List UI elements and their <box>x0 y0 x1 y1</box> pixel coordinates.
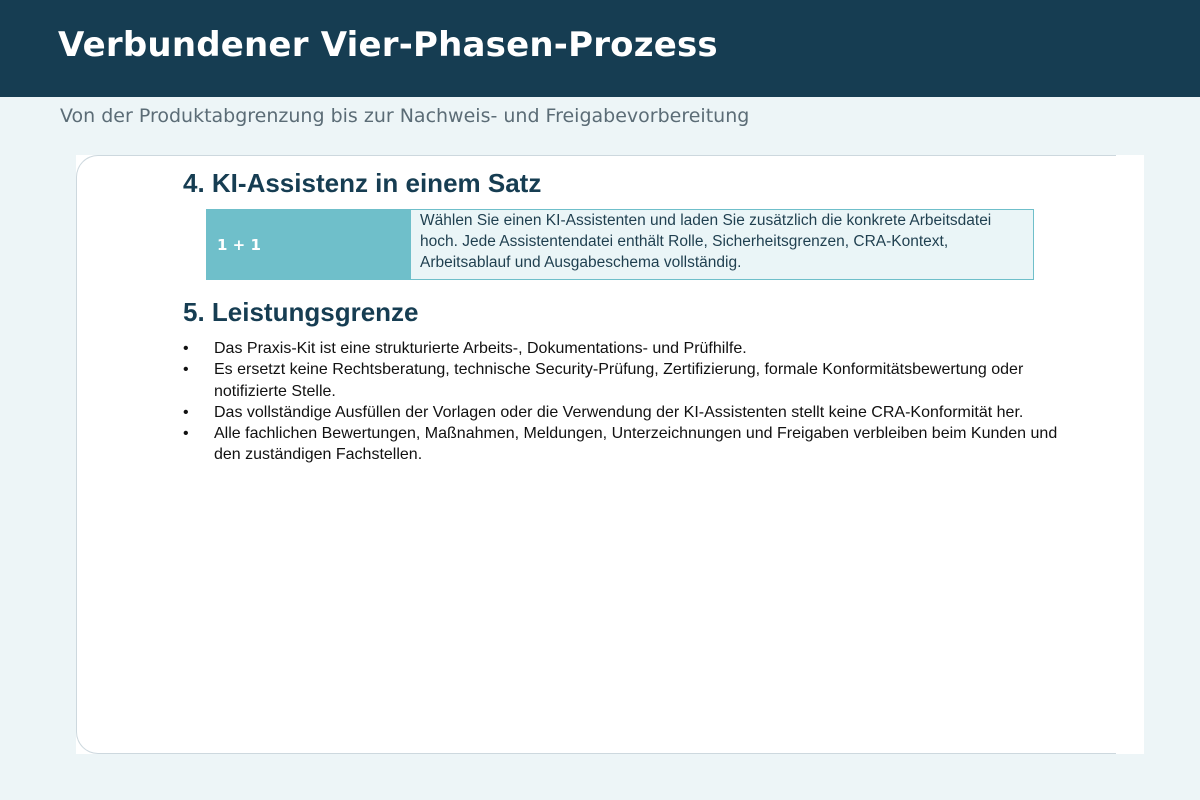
list-item <box>183 338 1063 359</box>
bullet-icon: • <box>183 361 189 379</box>
list-item-text: Das vollständige Ausfüllen der Vorlagen oder die Verwendung der KI-Assistenten stellt keine CRA-Konformität her. <box>214 403 1024 421</box>
list-item-text: Alle fachlichen Bewertungen, Maßnahmen, Meldungen, Unterzeichnungen und Freigaben verbleiben beim Kunden und den zuständigen Fachstellen. <box>214 425 1058 464</box>
section-heading-leistungsgrenze: 5. Leistungsgrenze <box>183 297 419 327</box>
list-item <box>183 423 1063 466</box>
list-item-text: Es ersetzt keine Rechtsberatung, technische Security-Prüfung, Zertifizierung, formale Konformitätsbewertung oder notifizierte Stelle. <box>214 361 1024 400</box>
info-table-key: 1 + 1 <box>207 210 411 279</box>
bullet-icon: • <box>183 403 189 421</box>
list-item <box>183 402 1063 423</box>
info-table-value: Wählen Sie einen KI-Assistenten und laden Sie zusätzlich die konkrete Arbeitsdatei hoch. Jede Assistentendatei enthält Rolle, Sicherheitsgrenzen, CRA-Kontext, Arbeitsablauf und Ausgabeschema vollständig. <box>411 210 1033 279</box>
bullet-icon: • <box>183 340 189 357</box>
header-bar <box>0 0 1200 97</box>
bullet-icon: • <box>183 425 189 443</box>
list-item <box>183 359 1063 402</box>
page-title: Verbundener Vier-Phasen-Prozess <box>58 25 718 65</box>
section-heading-ki-assistenz: 4. KI-Assistenz in einem Satz <box>183 168 542 198</box>
bullet-list <box>183 338 1063 466</box>
list-item-text: Das Praxis-Kit ist eine strukturierte Arbeits-, Dokumentations- und Prüfhilfe. <box>214 340 747 357</box>
page-subtitle: Von der Produktabgrenzung bis zur Nachweis- und Freigabevorbereitung <box>60 105 750 127</box>
content-card-edge <box>1112 155 1144 754</box>
info-table <box>206 209 1034 280</box>
